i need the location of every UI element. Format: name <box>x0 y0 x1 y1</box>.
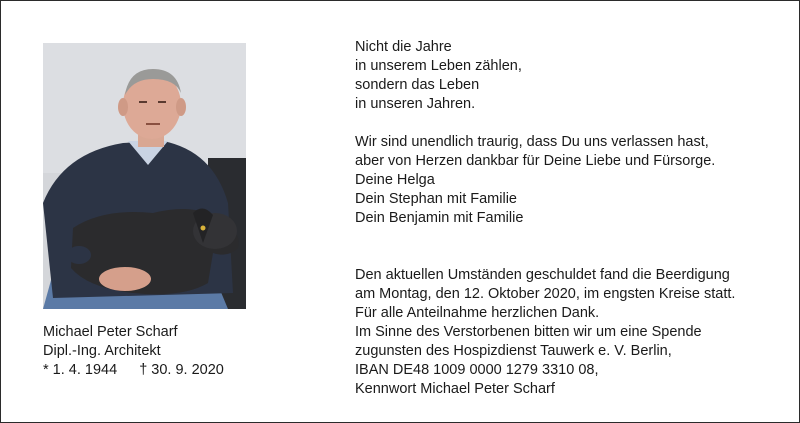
verse-block <box>355 38 775 114</box>
mourning-line: aber von Herzen dankbar für Deine Liebe und Fürsorge. <box>355 153 716 169</box>
family-member: Dein Stephan mit Familie <box>355 191 517 207</box>
notice-line: Für alle Anteilnahme herzlichen Dank. <box>355 305 600 321</box>
notice-line: Im Sinne des Verstorbenen bitten wir um eine Spende <box>355 324 702 340</box>
notice-line: am Montag, den 12. Oktober 2020, im engsten Kreise statt. <box>355 286 736 302</box>
portrait-photo <box>43 43 246 309</box>
notice-line: IBAN DE48 1009 0000 1279 3310 08, <box>355 362 599 378</box>
mourning-line: Wir sind unendlich traurig, dass Du uns verlassen hast, <box>355 134 709 150</box>
portrait-illustration <box>43 43 246 309</box>
notice-line: zugunsten des Hospizdienst Tauwerk e. V. Berlin, <box>355 343 672 359</box>
birth-date: * 1. 4. 1944 <box>43 362 118 378</box>
verse-line: in unseren Jahren. <box>355 96 476 112</box>
spacer <box>355 228 775 266</box>
notice-line: Kennwort Michael Peter Scharf <box>355 381 555 397</box>
deceased-title: Dipl.-Ing. Architekt <box>43 343 161 359</box>
family-member: Dein Benjamin mit Familie <box>355 210 524 226</box>
family-member: Deine Helga <box>355 172 435 188</box>
obituary-text <box>355 38 775 399</box>
mourning-block <box>355 133 775 171</box>
deceased-identity <box>43 323 293 380</box>
verse-line: Nicht die Jahre <box>355 39 452 55</box>
spacer <box>355 114 775 133</box>
life-dates <box>43 361 293 380</box>
death-date: † 30. 9. 2020 <box>139 362 224 378</box>
notice-line: Den aktuellen Umständen geschuldet fand die Beerdigung <box>355 267 730 283</box>
deceased-name: Michael Peter Scharf <box>43 324 178 340</box>
verse-line: sondern das Leben <box>355 77 480 93</box>
notice-block <box>355 266 775 399</box>
family-block <box>355 171 775 228</box>
verse-line: in unserem Leben zählen, <box>355 58 522 74</box>
